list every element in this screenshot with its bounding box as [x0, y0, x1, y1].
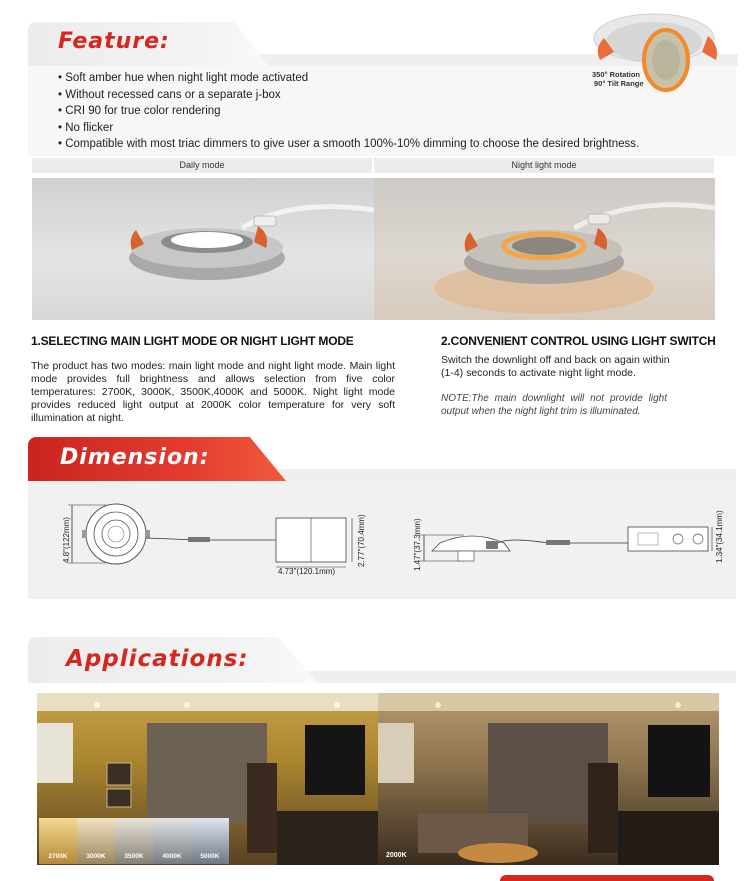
feature-item: • No flicker	[58, 120, 639, 137]
swatch-2000k: 2000K	[386, 852, 407, 859]
section2-note: NOTE:The main downlight will not provide light output when the night light trim is illuminated.	[441, 393, 667, 417]
feature-item: • CRI 90 for true color rendering	[58, 103, 639, 120]
applications-banner	[28, 637, 736, 683]
rotation-label: 350° Rotation	[592, 70, 641, 79]
section1-paragraph: The product has two modes: main light mode and night light mode. Main light mode provides full brightness and allows selection from five color temperatures: 2700K, 3000K, 3500K,4000K and 5000K. Night light mode provides reduced light output at 2000K color temperature for very soft illumination at night.	[31, 360, 395, 424]
daily-mode-photo	[32, 178, 374, 320]
daily-mode-label: Daily mode	[32, 158, 372, 173]
side-height-label: 1.47"(37.3mm)	[413, 518, 422, 571]
section2-heading: 2.CONVENIENT CONTROL USING LIGHT SWITCH	[441, 334, 716, 348]
swatch-2700k: 2700K	[39, 818, 77, 864]
dimension-drawing	[28, 481, 736, 599]
feature-list	[58, 70, 639, 153]
swatch-5000k: 5000K	[191, 818, 229, 864]
dimension-title: Dimension:	[60, 445, 210, 470]
section1-heading: 1.SELECTING MAIN LIGHT MODE OR NIGHT LIGHT MODE	[31, 334, 354, 348]
feature-title: Feature:	[58, 29, 170, 54]
swatch-3500k: 3500K	[115, 818, 153, 864]
box-width-label: 4.73"(120.1mm)	[278, 567, 336, 576]
tilt-label: 90° Tilt Range	[594, 79, 644, 88]
box-height-label: 2.77"(70.4mm)	[357, 514, 366, 567]
feature-item: • Compatible with most triac dimmers to give user a smooth 100%-10% dimming to choose the desired brightness.	[58, 136, 639, 153]
jbox-height-label: 1.34"(34.1mm)	[715, 510, 724, 563]
swatch-4000k: 4000K	[153, 818, 191, 864]
section2-paragraph: Switch the downlight off and back on again within (1-4) seconds to activate night light mode.	[441, 354, 670, 379]
front-height-label: 4.8"(122mm)	[62, 517, 71, 563]
application-photo-night	[378, 693, 719, 865]
night-mode-photo	[374, 178, 715, 320]
swatch-3000k: 3000K	[77, 818, 115, 864]
next-section-tab	[500, 875, 714, 881]
applications-title: Applications:	[66, 646, 249, 672]
feature-item: • Soft amber hue when night light mode activated	[58, 70, 639, 87]
dimension-banner	[28, 437, 736, 481]
night-mode-label: Night light mode	[374, 158, 714, 173]
feature-item: • Without recessed cans or a separate j-box	[58, 87, 639, 104]
